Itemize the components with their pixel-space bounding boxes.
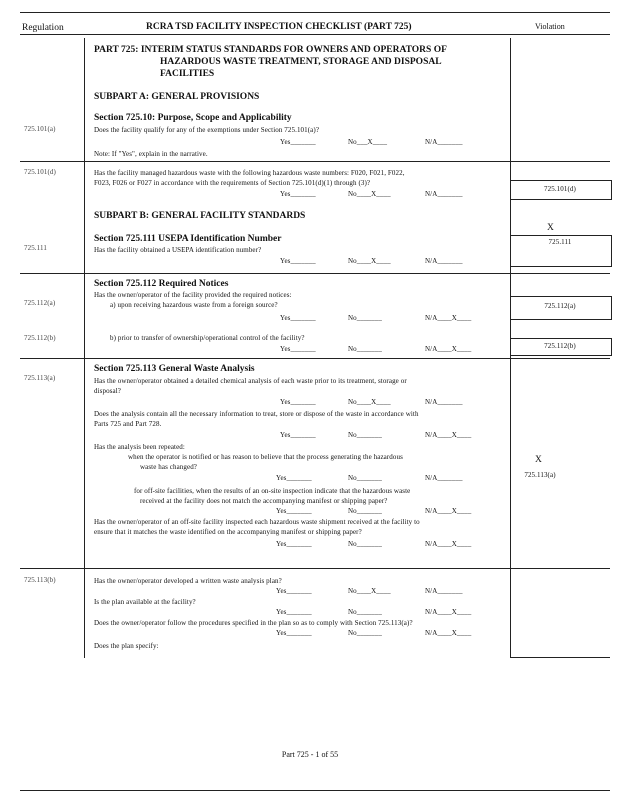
bottom-rule [20,790,610,791]
left-column-rule [84,38,85,658]
answer-na[interactable]: N/A_______ [425,474,463,482]
question-analysis-info-1: Does the analysis contain all the necessary information to treat, store or dispose of the waste in accordance with [94,410,419,418]
header-rule [20,34,610,35]
answer-na[interactable]: N/A____X____ [425,608,472,616]
answer-no[interactable]: No_______ [348,314,382,322]
answer-yes[interactable]: Yes_______ [280,345,316,353]
header-regulation: Regulation [22,23,64,33]
answer-no[interactable]: No___X____ [348,138,388,146]
page-footer: Part 725 - 1 of 55 [281,750,339,759]
answer-no[interactable]: No____X____ [348,587,391,595]
question-notices: Has the owner/operator of the facility provided the required notices: [94,291,292,299]
part-heading-2: HAZARDOUS WASTE TREATMENT, STORAGE AND DISPOSAL [160,57,442,67]
question-offsite-inspection-2: received at the facility does not match the accompanying manifest or shipping paper? [140,497,388,505]
note-text: Note: If "Yes", explain in the narrative. [94,150,208,158]
answer-na[interactable]: N/A____X____ [425,540,472,548]
answer-yes[interactable]: Yes_______ [280,190,316,198]
question-analysis-repeated: Has the analysis been repeated: [94,443,185,451]
question-follow-procedures: Does the owner/operator follow the procedures specified in the plan so as to comply with Section 725.113(a)? [94,619,413,627]
part-heading-3: FACILITIES [160,69,215,79]
answer-na[interactable]: N/A_______ [425,190,463,198]
question-chemical-analysis-2: disposal? [94,387,121,395]
question-written-plan: Has the owner/operator developed a written waste analysis plan? [94,577,282,585]
answer-no[interactable]: No_______ [348,345,382,353]
question-usepa-id: Has the facility obtained a USEPA identification number? [94,246,262,254]
answer-yes[interactable]: Yes_______ [276,540,312,548]
section-rule [20,568,610,569]
reg-725-113b: 725.113(b) [24,576,56,584]
violation-725-112a: 725.112(a) [544,302,576,310]
section-rule [20,273,610,274]
question-plan-specify: Does the plan specify: [94,642,159,650]
answer-na[interactable]: N/A____X____ [425,431,472,439]
section-rule [20,161,610,162]
answer-na[interactable]: N/A____X____ [425,314,472,322]
section-725-111-heading: Section 725.111 USEPA Identification Number [94,234,282,244]
answer-yes[interactable]: Yes_______ [280,138,316,146]
question-analysis-info-2: Parts 725 and Part 728. [94,420,162,428]
answer-na[interactable]: N/A_______ [425,257,463,265]
violation-underline [510,657,610,658]
answer-yes[interactable]: Yes_______ [276,507,312,515]
question-shipment-inspected-1: Has the owner/operator of an off-site facility inspected each hazardous waste shipment received at the facility to [94,518,420,526]
question-transfer-ownership: b) prior to transfer of ownership/operational control of the facility? [110,334,305,342]
question-process-changed-2: waste has changed? [140,463,197,471]
reg-725-101d: 725.101(d) [24,168,56,176]
answer-yes[interactable]: Yes_______ [280,398,316,406]
section-725-10-heading: Section 725.10: Purpose, Scope and Applicability [94,113,292,123]
subpart-b-heading: SUBPART B: GENERAL FACILITY STANDARDS [94,211,306,221]
answer-no[interactable]: No_______ [348,507,382,515]
answer-no[interactable]: No_______ [348,431,382,439]
answer-yes[interactable]: Yes_______ [280,431,316,439]
subpart-a-heading: SUBPART A: GENERAL PROVISIONS [94,92,260,102]
reg-725-101a: 725.101(a) [24,125,56,133]
answer-no[interactable]: No_______ [348,608,382,616]
violation-725-113a: 725.113(a) [524,471,556,479]
answer-na[interactable]: N/A_______ [425,587,463,595]
answer-na[interactable]: N/A_______ [425,398,463,406]
answer-yes[interactable]: Yes_______ [280,257,316,265]
violation-mark: X [547,223,554,233]
section-rule [20,358,610,359]
question-process-changed-1: when the operator is notified or has reason to believe that the process generating the hazardous [128,453,403,461]
question-chemical-analysis-1: Has the owner/operator obtained a detailed chemical analysis of each waste prior to its treatment, storage or [94,377,407,385]
answer-no[interactable]: No____X____ [348,257,391,265]
top-rule [20,12,610,13]
reg-725-112b: 725.112(b) [24,334,56,342]
question-exemptions: Does the facility qualify for any of the exemptions under Section 725.101(a)? [94,126,320,134]
section-725-113-heading: Section 725.113 General Waste Analysis [94,364,255,374]
question-f020-wastes-2: F023, F026 or F027 in accordance with the requirements of Section 725.101(d)(1) through (3)? [94,179,371,187]
answer-no[interactable]: No_______ [348,629,382,637]
question-offsite-inspection-1: for off-site facilities, when the results of an on-site inspection indicate that the hazardous waste [134,487,411,495]
violation-725-101d: 725.101(d) [544,185,576,193]
question-f020-wastes-1: Has the facility managed hazardous waste with the following hazardous waste numbers: F020, F021, F022, [94,169,405,177]
violation-mark: X [535,455,542,465]
answer-yes[interactable]: Yes_______ [276,587,312,595]
answer-na[interactable]: N/A____X____ [425,629,472,637]
header-violation: Violation [535,22,565,31]
violation-725-112b: 725.112(b) [544,342,576,350]
question-plan-available: Is the plan available at the facility? [94,598,196,606]
answer-yes[interactable]: Yes_______ [276,474,312,482]
answer-yes[interactable]: Yes_______ [276,608,312,616]
question-shipment-inspected-2: ensure that it matches the waste identified on the accompanying manifest or shipping paper? [94,528,362,536]
answer-na[interactable]: N/A____X____ [425,507,472,515]
section-725-112-heading: Section 725.112 Required Notices [94,279,229,289]
answer-na[interactable]: N/A_______ [425,138,463,146]
answer-no[interactable]: No_______ [348,474,382,482]
answer-no[interactable]: No_______ [348,540,382,548]
reg-725-112a: 725.112(a) [24,299,56,307]
reg-725-111: 725.111 [24,244,47,252]
answer-na[interactable]: N/A____X____ [425,345,472,353]
violation-725-111: 725.111 [548,238,572,246]
answer-yes[interactable]: Yes_______ [276,629,312,637]
answer-yes[interactable]: Yes_______ [280,314,316,322]
part-heading-1: PART 725: INTERIM STATUS STANDARDS FOR OWNERS AND OPERATORS OF [94,45,447,55]
answer-no[interactable]: No____X____ [348,190,391,198]
header-title: RCRA TSD FACILITY INSPECTION CHECKLIST (PART 725) [146,22,412,32]
answer-no[interactable]: No____X____ [348,398,391,406]
question-foreign-source: a) upon receiving hazardous waste from a foreign source? [110,301,278,309]
reg-725-113a: 725.113(a) [24,374,56,382]
